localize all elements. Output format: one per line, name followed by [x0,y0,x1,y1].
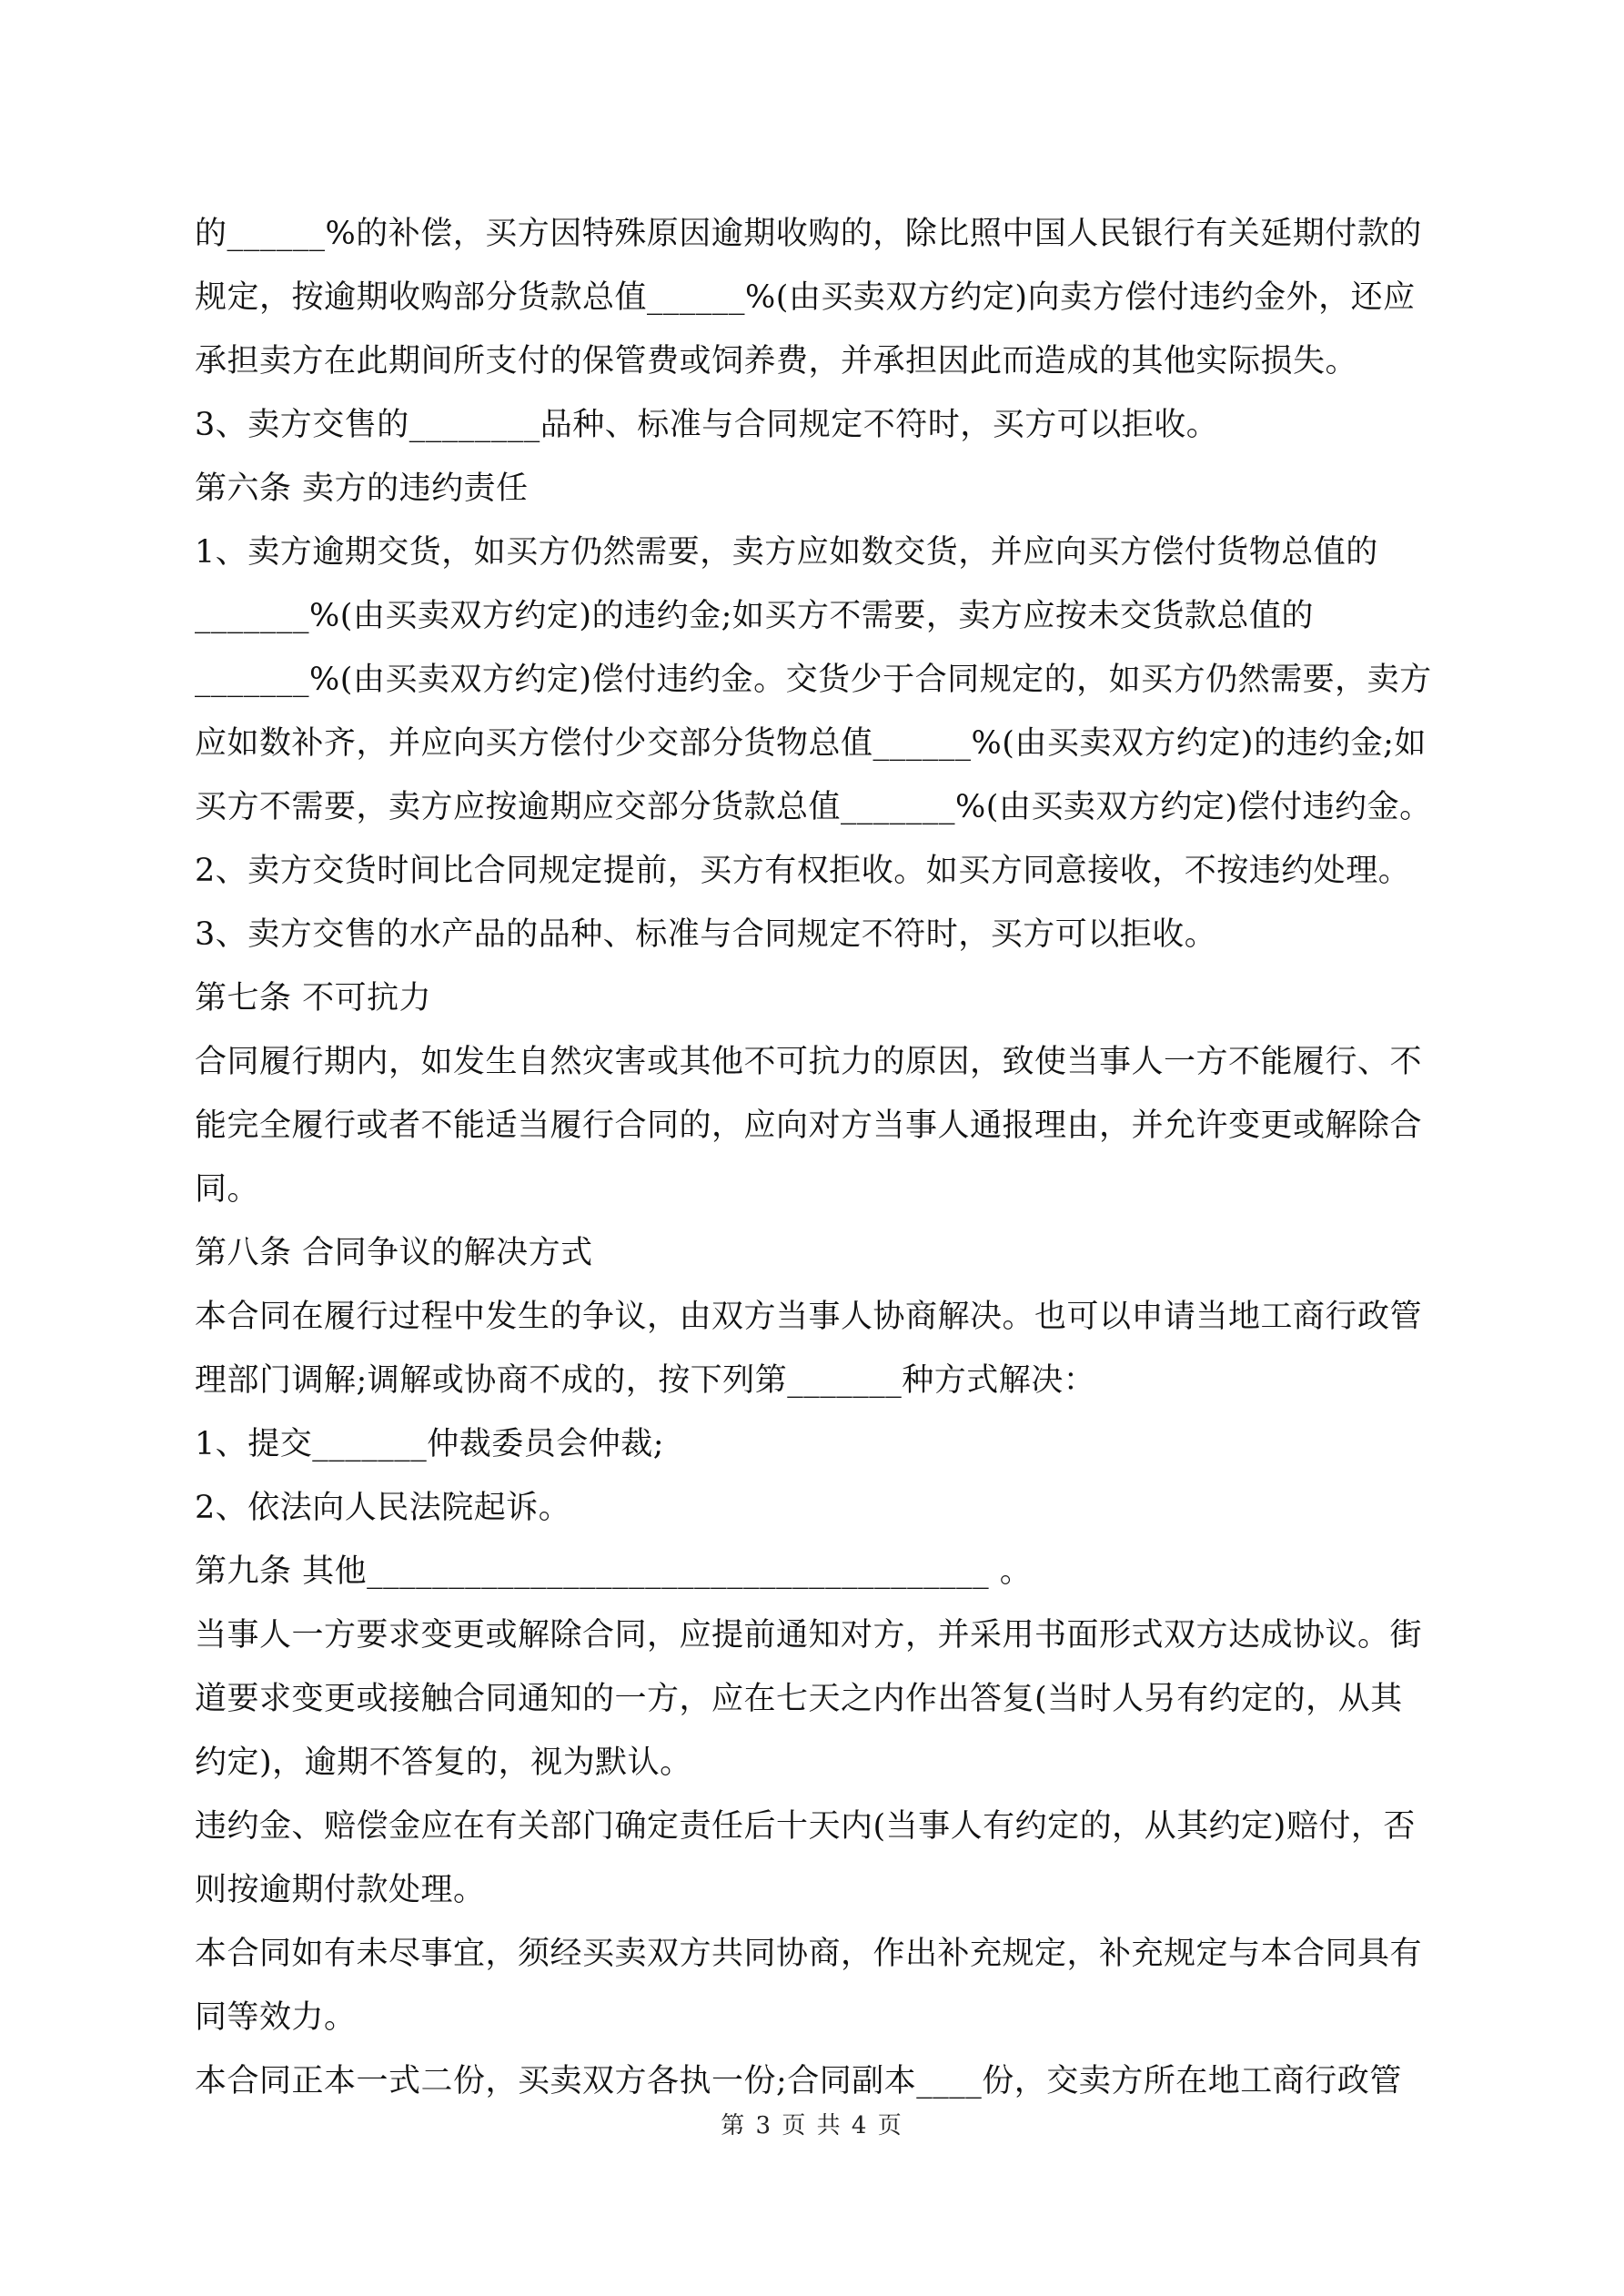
text-line: 承担卖方在此期间所支付的保管费或饲养费，并承担因此而造成的其他实际损失。 [195,343,1358,379]
text-line: 则按逾期付款处理。 [195,1872,486,1908]
section-heading-9: 第九条 其他______________________________________ 。 [195,1553,1033,1590]
section-heading-6: 第六条 卖方的违约责任 [195,470,529,507]
section-heading-7: 第七条 不可抗力 [195,980,432,1017]
text-line: 2、卖方交货时间比合同规定提前，买方有权拒收。如买方同意接收，不按违约处理。 [195,853,1411,889]
text-line: 本合同在履行过程中发生的争议，由双方当事人协商解决。也可以申请当地工商行政管 [195,1299,1423,1335]
section-heading-8: 第八条 合同争议的解决方式 [195,1235,593,1271]
text-line: 能完全履行或者不能适当履行合同的，应向对方当事人通报理由，并允许变更或解除合 [195,1108,1423,1144]
text-line: 1、卖方逾期交货，如买方仍然需要，卖方应如数交货，并应向买方偿付货物总值的 [195,534,1378,571]
text-line: 应如数补齐，并应向买方偿付少交部分货物总值______%(由买卖双方约定)的违约金;如 [195,725,1427,762]
text-line: 理部门调解;调解或协商不成的，按下列第_______种方式解决： [195,1362,1096,1399]
text-line: 约定)，逾期不答复的，视为默认。 [195,1745,692,1781]
text-line: 规定，按逾期收购部分货款总值______%(由买卖双方约定)向卖方偿付违约金外，还应 [195,279,1416,316]
text-line: 2、依法向人民法院起诉。 [195,1490,571,1526]
text-line: 道要求变更或接触合同通知的一方，应在七天之内作出答复(当时人另有约定的，从其 [195,1681,1403,1717]
page-number-footer: 第 3 页 共 4 页 [721,2112,903,2139]
text-line: 违约金、赔偿金应在有关部门确定责任后十天内(当事人有约定的，从其约定)赔付，否 [195,1808,1416,1845]
text-line: 3、卖方交售的________品种、标准与合同规定不符时，买方可以拒收。 [195,407,1219,443]
text-line: 合同履行期内，如发生自然灾害或其他不可抗力的原因，致使当事人一方不能履行、不 [195,1044,1423,1080]
text-line: 1、提交_______仲裁委员会仲裁; [195,1426,665,1462]
text-line: 本合同正本一式二份，买卖双方各执一份;合同副本____份，交卖方所在地工商行政管 [195,2063,1402,2099]
text-line: 同。 [195,1171,260,1208]
text-line: 的______%的补偿，买方因特殊原因逾期收购的，除比照中国人民银行有关延期付款的 [195,216,1422,252]
text-line: 买方不需要，卖方应按逾期应交部分货款总值_______%(由买卖双方约定)偿付违约金。 [195,789,1432,825]
text-line: _______%(由买卖双方约定)的违约金;如买方不需要，卖方应按未交货款总值的 [195,598,1314,634]
text-line: 3、卖方交售的水产品的品种、标准与合同规定不符时，买方可以拒收。 [195,916,1217,953]
document-body [195,202,1443,2113]
text-line: _______%(由买卖双方约定)偿付违约金。交货少于合同规定的，如买方仍然需要，卖方 [195,662,1432,698]
text-line: 当事人一方要求变更或解除合同，应提前通知对方，并采用书面形式双方达成协议。街 [195,1617,1423,1654]
text-line: 同等效力。 [195,1999,357,2036]
text-line: 本合同如有未尽事宜，须经买卖双方共同协商，作出补充规定，补充规定与本合同具有 [195,1936,1423,1972]
